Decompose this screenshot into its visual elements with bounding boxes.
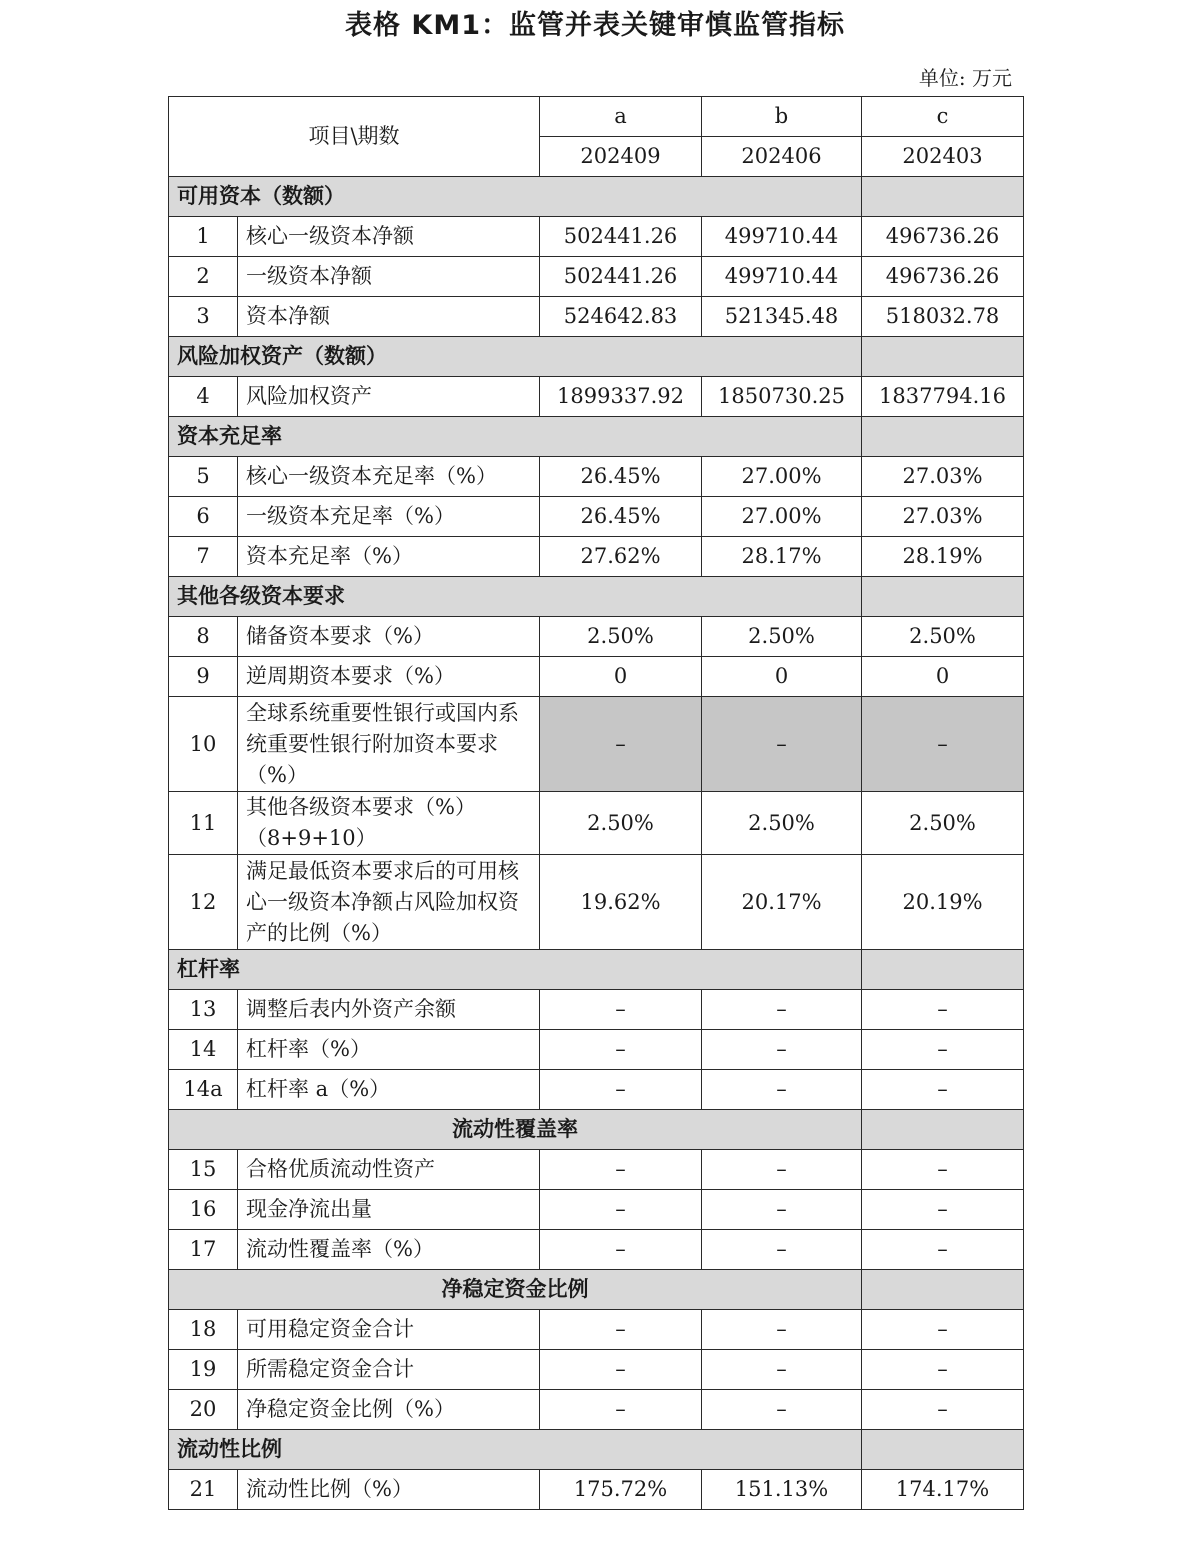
- section-header-row: [169, 337, 1024, 377]
- table-row: [169, 1190, 1024, 1230]
- value-c: –: [862, 1310, 1024, 1350]
- table-row: [169, 1070, 1024, 1110]
- table-row: [169, 497, 1024, 537]
- value-a: 2.50%: [540, 617, 702, 657]
- value-b: 27.00%: [702, 457, 862, 497]
- value-a: 26.45%: [540, 497, 702, 537]
- section-header-row: [169, 177, 1024, 217]
- row-number: 9: [169, 657, 238, 697]
- value-b: –: [702, 990, 862, 1030]
- row-label: 一级资本净额: [238, 257, 540, 297]
- header-period-c: 202403: [862, 137, 1024, 177]
- header-period-a: 202409: [540, 137, 702, 177]
- section-blank: [862, 1430, 1024, 1470]
- row-label: 核心一级资本充足率（%）: [238, 457, 540, 497]
- header-col-c: c: [862, 97, 1024, 137]
- row-number: 10: [169, 697, 238, 792]
- table-row: [169, 297, 1024, 337]
- value-c: –: [862, 1390, 1024, 1430]
- section-title: 资本充足率: [169, 417, 862, 457]
- value-b: 151.13%: [702, 1470, 862, 1510]
- value-b: 0: [702, 657, 862, 697]
- section-blank: [862, 1110, 1024, 1150]
- row-label: 核心一级资本净额: [238, 217, 540, 257]
- row-label: 资本充足率（%）: [238, 537, 540, 577]
- row-label: 合格优质流动性资产: [238, 1150, 540, 1190]
- value-a: 2.50%: [540, 792, 702, 855]
- section-header-row: [169, 417, 1024, 457]
- table-row: [169, 377, 1024, 417]
- row-label: 储备资本要求（%）: [238, 617, 540, 657]
- row-number: 8: [169, 617, 238, 657]
- value-c: 20.19%: [862, 855, 1024, 950]
- table-row: [169, 617, 1024, 657]
- row-number: 21: [169, 1470, 238, 1510]
- value-a: 502441.26: [540, 257, 702, 297]
- value-c: 518032.78: [862, 297, 1024, 337]
- row-number: 11: [169, 792, 238, 855]
- value-c: –: [862, 1230, 1024, 1270]
- table-row: [169, 257, 1024, 297]
- value-a: –: [540, 1230, 702, 1270]
- row-number: 2: [169, 257, 238, 297]
- section-title: 杠杆率: [169, 950, 862, 990]
- row-label: 可用稳定资金合计: [238, 1310, 540, 1350]
- value-a: –: [540, 1310, 702, 1350]
- row-label: 其他各级资本要求（%）（8+9+10）: [238, 792, 540, 855]
- table-row: [169, 1310, 1024, 1350]
- value-b: –: [702, 1350, 862, 1390]
- section-blank: [862, 577, 1024, 617]
- value-a: 0: [540, 657, 702, 697]
- value-b: –: [702, 1230, 862, 1270]
- row-number: 13: [169, 990, 238, 1030]
- value-a: –: [540, 1190, 702, 1230]
- row-label: 净稳定资金比例（%）: [238, 1390, 540, 1430]
- row-number: 14: [169, 1030, 238, 1070]
- table-row: [169, 990, 1024, 1030]
- value-c: 27.03%: [862, 457, 1024, 497]
- value-b: –: [702, 1150, 862, 1190]
- value-b: –: [702, 1390, 862, 1430]
- value-a: 27.62%: [540, 537, 702, 577]
- value-c: 496736.26: [862, 257, 1024, 297]
- row-label: 所需稳定资金合计: [238, 1350, 540, 1390]
- row-number: 12: [169, 855, 238, 950]
- value-b: –: [702, 1030, 862, 1070]
- value-b: 499710.44: [702, 217, 862, 257]
- row-number: 14a: [169, 1070, 238, 1110]
- value-b: 521345.48: [702, 297, 862, 337]
- row-label: 杠杆率 a（%）: [238, 1070, 540, 1110]
- value-a: –: [540, 1030, 702, 1070]
- value-c: –: [862, 1190, 1024, 1230]
- value-b: 1850730.25: [702, 377, 862, 417]
- value-c: 174.17%: [862, 1470, 1024, 1510]
- section-blank: [862, 950, 1024, 990]
- table-row: [169, 457, 1024, 497]
- value-b: –: [702, 697, 862, 792]
- value-a: –: [540, 1350, 702, 1390]
- table-row: [169, 217, 1024, 257]
- value-c: –: [862, 1350, 1024, 1390]
- table-row: [169, 792, 1024, 855]
- section-header-row: [169, 577, 1024, 617]
- value-c: 0: [862, 657, 1024, 697]
- header-row-letters: [169, 97, 1024, 137]
- value-b: –: [702, 1310, 862, 1350]
- row-label: 杠杆率（%）: [238, 1030, 540, 1070]
- row-number: 19: [169, 1350, 238, 1390]
- value-b: 27.00%: [702, 497, 862, 537]
- table-row: [169, 855, 1024, 950]
- value-a: –: [540, 990, 702, 1030]
- table-row: [169, 1150, 1024, 1190]
- value-b: 499710.44: [702, 257, 862, 297]
- value-c: –: [862, 1030, 1024, 1070]
- row-label: 满足最低资本要求后的可用核心一级资本净额占风险加权资产的比例（%）: [238, 855, 540, 950]
- row-number: 20: [169, 1390, 238, 1430]
- section-title: 流动性覆盖率: [169, 1110, 862, 1150]
- section-blank: [862, 337, 1024, 377]
- value-b: 2.50%: [702, 792, 862, 855]
- value-c: 2.50%: [862, 617, 1024, 657]
- row-label: 调整后表内外资产余额: [238, 990, 540, 1030]
- value-b: 20.17%: [702, 855, 862, 950]
- row-number: 17: [169, 1230, 238, 1270]
- section-title: 净稳定资金比例: [169, 1270, 862, 1310]
- value-c: –: [862, 697, 1024, 792]
- row-number: 1: [169, 217, 238, 257]
- table-row: [169, 1470, 1024, 1510]
- table-row: [169, 657, 1024, 697]
- section-header-row: [169, 1270, 1024, 1310]
- section-header-row: [169, 950, 1024, 990]
- value-b: 2.50%: [702, 617, 862, 657]
- value-c: 27.03%: [862, 497, 1024, 537]
- value-c: –: [862, 990, 1024, 1030]
- value-a: 175.72%: [540, 1470, 702, 1510]
- table-row: [169, 697, 1024, 792]
- value-b: 28.17%: [702, 537, 862, 577]
- section-header-row: [169, 1110, 1024, 1150]
- section-blank: [862, 1270, 1024, 1310]
- row-number: 18: [169, 1310, 238, 1350]
- row-label: 一级资本充足率（%）: [238, 497, 540, 537]
- unit-label: 单位: 万元: [918, 66, 1012, 90]
- value-a: –: [540, 697, 702, 792]
- table-row: [169, 1350, 1024, 1390]
- row-label: 资本净额: [238, 297, 540, 337]
- header-col-a: a: [540, 97, 702, 137]
- table-row: [169, 1230, 1024, 1270]
- row-label: 流动性覆盖率（%）: [238, 1230, 540, 1270]
- value-a: 26.45%: [540, 457, 702, 497]
- row-number: 7: [169, 537, 238, 577]
- row-number: 3: [169, 297, 238, 337]
- value-a: 502441.26: [540, 217, 702, 257]
- value-c: –: [862, 1150, 1024, 1190]
- row-number: 6: [169, 497, 238, 537]
- section-title: 其他各级资本要求: [169, 577, 862, 617]
- table-row: [169, 1390, 1024, 1430]
- value-b: –: [702, 1190, 862, 1230]
- section-blank: [862, 417, 1024, 457]
- row-label: 现金净流出量: [238, 1190, 540, 1230]
- header-period-b: 202406: [702, 137, 862, 177]
- table-row: [169, 537, 1024, 577]
- value-a: –: [540, 1150, 702, 1190]
- value-a: –: [540, 1390, 702, 1430]
- value-c: 2.50%: [862, 792, 1024, 855]
- section-title: 可用资本（数额）: [169, 177, 862, 217]
- value-c: 28.19%: [862, 537, 1024, 577]
- row-number: 16: [169, 1190, 238, 1230]
- value-b: –: [702, 1070, 862, 1110]
- value-a: 19.62%: [540, 855, 702, 950]
- header-col-b: b: [702, 97, 862, 137]
- row-number: 15: [169, 1150, 238, 1190]
- value-a: 524642.83: [540, 297, 702, 337]
- row-label: 风险加权资产: [238, 377, 540, 417]
- value-a: 1899337.92: [540, 377, 702, 417]
- value-c: 1837794.16: [862, 377, 1024, 417]
- table-row: [169, 1030, 1024, 1070]
- section-title: 风险加权资产（数额）: [169, 337, 862, 377]
- row-number: 4: [169, 377, 238, 417]
- row-label: 逆周期资本要求（%）: [238, 657, 540, 697]
- value-c: –: [862, 1070, 1024, 1110]
- value-a: –: [540, 1070, 702, 1110]
- section-title: 流动性比例: [169, 1430, 862, 1470]
- section-blank: [862, 177, 1024, 217]
- header-label: 项目\期数: [169, 97, 540, 177]
- row-number: 5: [169, 457, 238, 497]
- row-label: 流动性比例（%）: [238, 1470, 540, 1510]
- row-label: 全球系统重要性银行或国内系统重要性银行附加资本要求（%）: [238, 697, 540, 792]
- page-title: 表格 KM1：监管并表关键审慎监管指标: [345, 10, 845, 41]
- section-header-row: [169, 1430, 1024, 1470]
- value-c: 496736.26: [862, 217, 1024, 257]
- km1-table: [168, 96, 1024, 1510]
